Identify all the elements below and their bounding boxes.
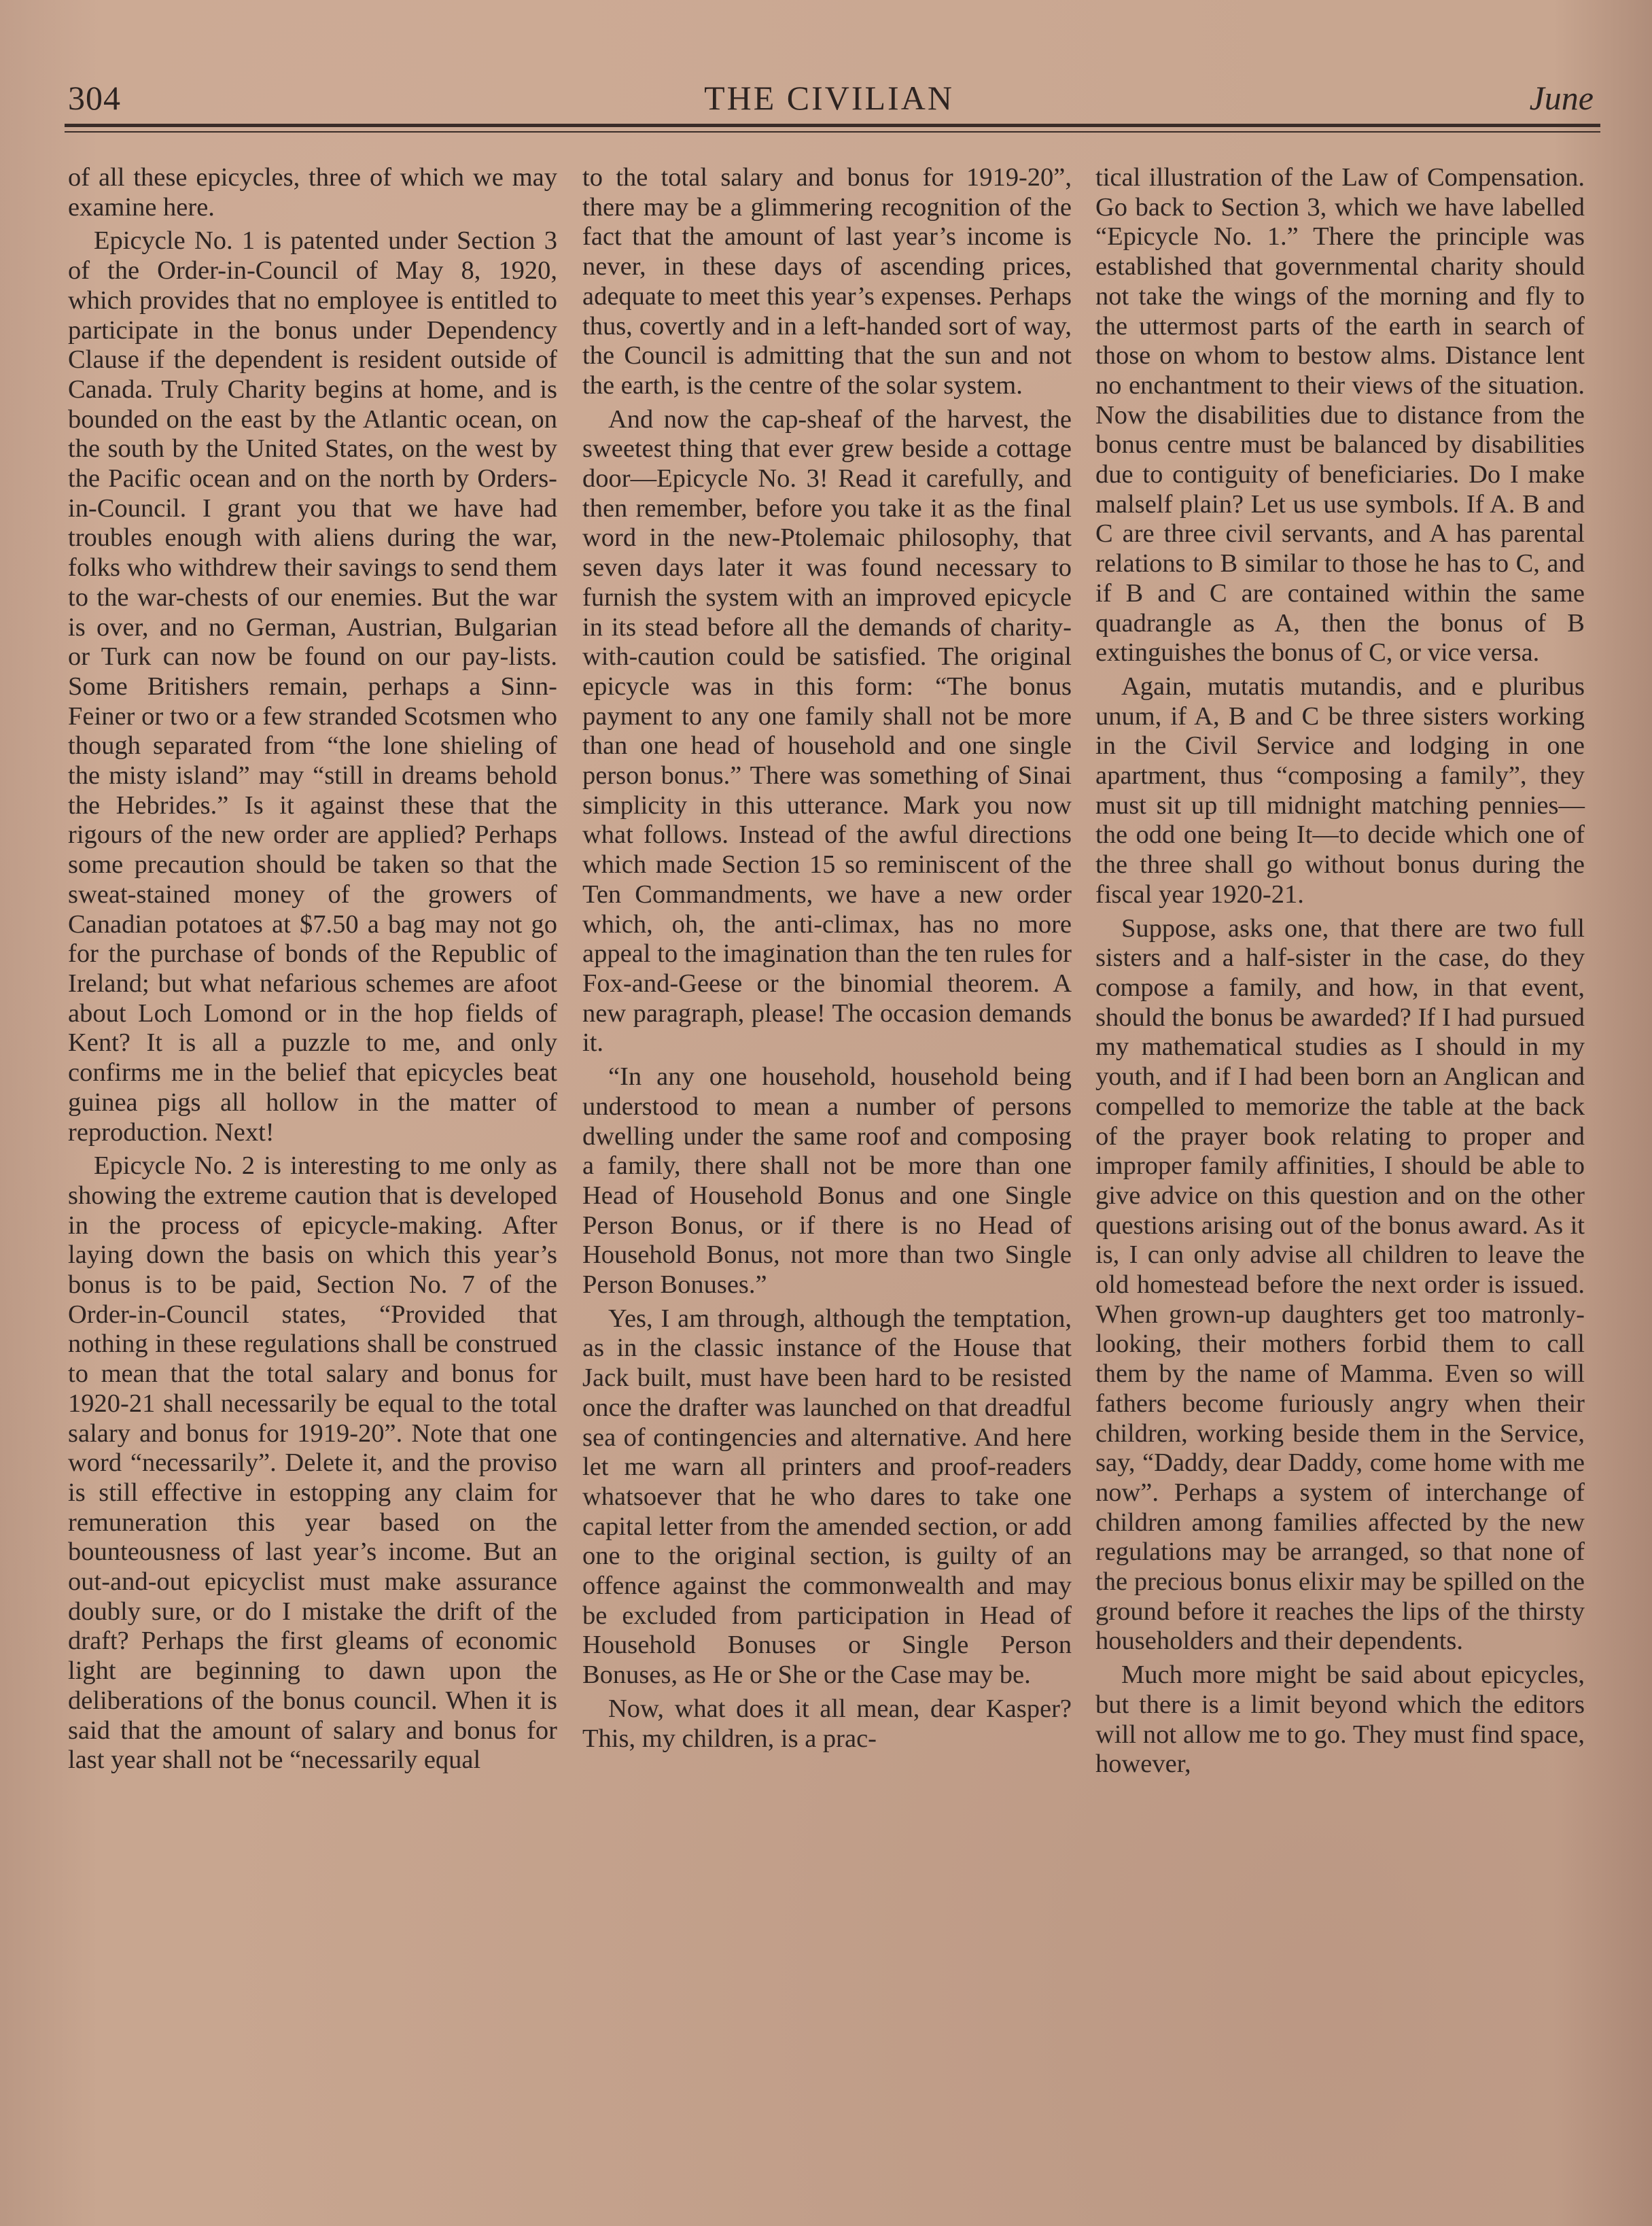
header-rule-thick [65, 124, 1600, 127]
paragraph: tical illustration of the Law of Compensation. Go back to Section 3, which we have labelled “Epicycle No. 1.” There the principle was established that governmental charity should not take the wings of the morning and fly to the uttermost parts of the earth in search of those on whom to bestow alms. Distance lent no enchantment to their views of the situation. Now the disabilities due to distance from the bonus centre must be balanced by disabilities due to contiguity of beneficiaries. Do I make malself plain? Let us use symbols. If A. B and C are three civil servants, and A has parental relations to B similar to those he has to C, and if B and C are contained within the same quadrangle as A, then the bonus of B extinguishes the bonus of C, or vice versa. [1095, 163, 1585, 667]
paragraph: “In any one household, household being understood to mean a number of persons dwelling under the same roof and composing a family, there shall not be more than one Head of Household Bonus and one Single Person Bonus, or if there is no Head of Household Bonus, not more than two Single Person Bonuses.” [582, 1062, 1072, 1300]
column-1 [68, 163, 557, 1775]
paragraph: of all these epicycles, three of which we may examine here. [68, 163, 557, 222]
paragraph: Again, mutatis mutandis, and e pluribus unum, if A, B and C be three sisters working in the Civil Service and lodging in one apartment, thus “composing a family”, they must sit up till midnight matching pennies—the odd one being It—to decide which one of the three shall go without bonus during the fiscal year 1920-21. [1095, 672, 1585, 909]
paragraph: Epicycle No. 2 is interesting to me only as showing the extreme caution that is developed in the process of epicycle-making. After laying down the basis on which this year’s bonus is to be paid, Section No. 7 of the Order-in-Council states, “Provided that nothing in these regulations shall be construed to mean that the total salary and bonus for 1920-21 shall necessarily be equal to the total salary and bonus for 1919-20”. Note that one word “necessarily”. Delete it, and the proviso is still effective in estopping any claim for remuneration this year based on the bounteousness of last year’s income. But an out-and-out epicyclist must make assurance doubly sure, or do I mistake the drift of the draft? Perhaps the first gleams of economic light are beginning to dawn upon the deliberations of the bonus council. When it is said that the amount of salary and bonus for last year shall not be “necessarily equal [68, 1151, 557, 1775]
paragraph: Now, what does it all mean, dear Kasper? This, my children, is a prac- [582, 1694, 1072, 1753]
paragraph: Suppose, asks one, that there are two full sisters and a half-sister in the case, do they compose a family, and how, in that event, should the bonus be awarded? If I had pursued my mathematical studies as I should in my youth, and if I had been born an Anglican and compelled to memorize the table at the back of the prayer book relating to proper and improper family affinities, I should be able to give advice on this question and on the other questions arising out of the bonus award. As it is, I can only advise all children to leave the old homestead before the next order is issued. When grown-up daughters get too matronly-looking, their mothers forbid them to call them by the name of Mamma. Even so will fathers become furiously angry when their children, working beside them in the Service, say, “Daddy, dear Daddy, come home with me now”. Perhaps a system of interchange of children among families affected by the new regulations may be arranged, so that none of the precious bonus elixir may be spilled on the ground before it reaches the lips of the thirsty householders and their dependents. [1095, 914, 1585, 1656]
header-rule-thin [65, 131, 1600, 133]
page-header [61, 78, 1597, 126]
column-3 [1095, 163, 1585, 1779]
paragraph: And now the cap-sheaf of the harvest, the sweetest thing that ever grew beside a cottage door—Epicycle No. 3! Read it carefully, and then remember, before you take it as the final word in the new-Ptolemaic philosophy, that seven days later it was found necessary to furnish the system with an improved epicycle in its stead before all the demands of charity-with-caution could be satisfied. The original epicycle was in this form: “The bonus payment to any one family shall not be more than one head of household and one single person bonus.” There was something of Sinai simplicity in this utterance. Mark you now what follows. Instead of the awful directions which made Section 15 so reminiscent of the Ten Commandments, we have a new order which, oh, the anti-climax, has no more appeal to the imagination than the ten rules for Fox-and-Geese or the binomial theorem. A new paragraph, please! The occasion demands it. [582, 404, 1072, 1058]
paragraph: to the total salary and bonus for 1919-20”, there may be a glimmering recognition of the fact that the amount of last year’s income is never, in these days of ascending prices, adequate to meet this year’s expenses. Perhaps thus, covertly and in a left-handed sort of way, the Council is admitting that the sun and not the earth, is the centre of the solar system. [582, 163, 1072, 400]
article-columns [68, 163, 1597, 2175]
journal-title: THE CIVILIAN [704, 79, 954, 117]
paragraph: Epicycle No. 1 is patented under Section 3 of the Order-in-Council of May 8, 1920, which provides that no employee is entitled to participate in the bonus under Dependency Clause if the dependent is resident outside of Canada. Truly Charity begins at home, and is bounded on the east by the Atlantic ocean, on the south by the United States, on the west by the Pacific ocean and on the north by Orders-in-Council. I grant you that we have had troubles enough with aliens during the war, folks who withdrew their savings to send them to the war-chests of our enemies. But the war is over, and no German, Austrian, Bulgarian or Turk can now be found on our pay-lists. Some Britishers remain, perhaps a Sinn-Feiner or two or a few stranded Scotsmen who though separated from “the lone shieling of the misty island” may “still in dreams behold the Hebrides.” Is it against these that the rigours of the new order are applied? Perhaps some precaution should be taken so that the sweat-stained money of the growers of Canadian potatoes at $7.50 a bag may not go for the purchase of bonds of the Republic of Ireland; but what nefarious schemes are afoot about Loch Lomond or in the hop fields of Kent? It is all a puzzle to me, and only confirms me in the belief that epicycles beat guinea pigs all hollow in the matter of reproduction. Next! [68, 226, 557, 1147]
paragraph: Much more might be said about epicycles, but there is a limit beyond which the editors will not allow me to go. They must find space, however, [1095, 1660, 1585, 1779]
issue-month: June [1529, 79, 1594, 117]
paragraph: Yes, I am through, although the temptation, as in the classic instance of the House that Jack built, must have been hard to be resisted once the drafter was launched on that dreadful sea of contingencies and alternative. And here let me warn all printers and proof-readers whatsoever that he who dares to take one capital letter from the amended section, or add one to the original section, is guilty of an offence against the commonwealth and may be excluded from participation in Head of Household Bonuses or Single Person Bonuses, as He or She or the Case may be. [582, 1304, 1072, 1690]
page-number: 304 [68, 79, 121, 117]
column-2 [582, 163, 1072, 1754]
